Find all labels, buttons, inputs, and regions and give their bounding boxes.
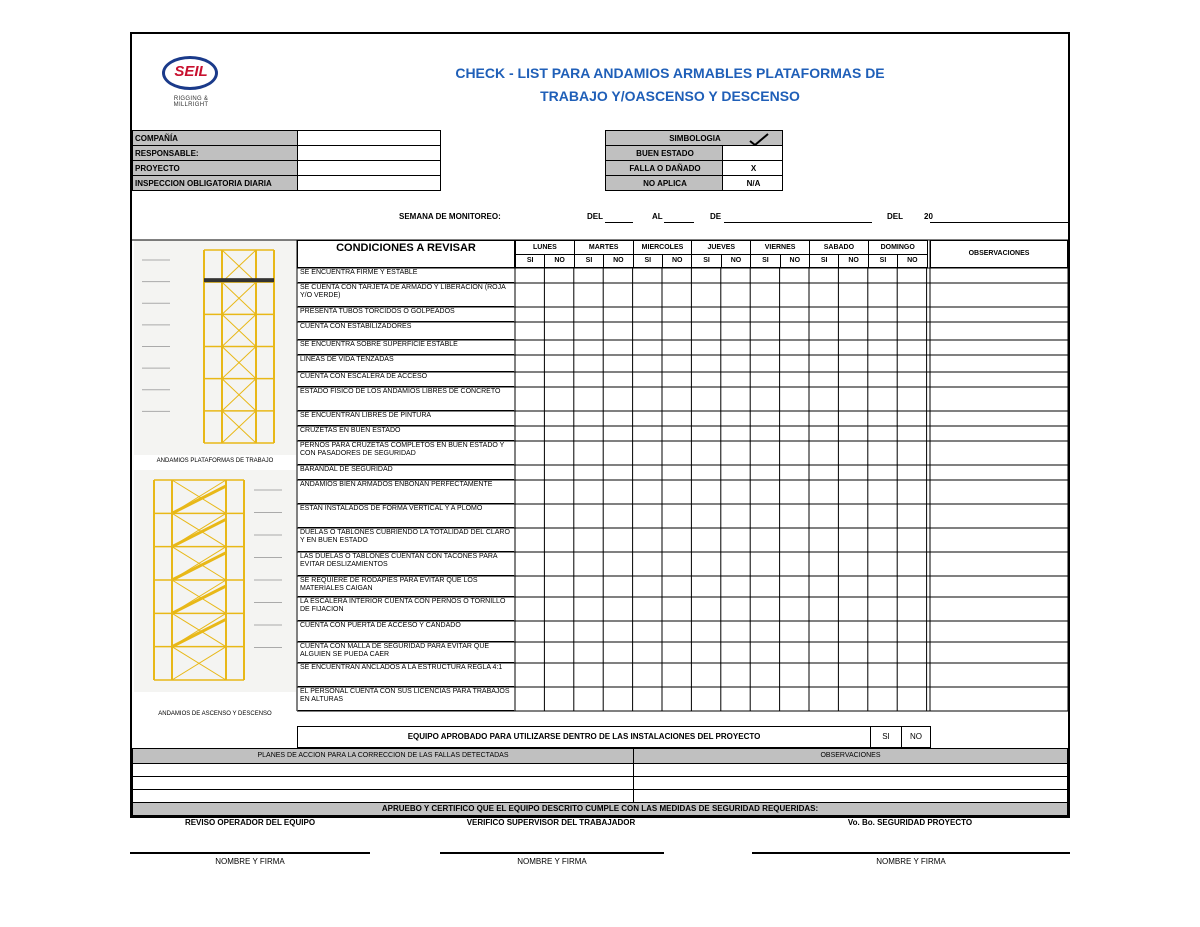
scaffold-platform-caption: ANDAMIOS PLATAFORMAS DE TRABAJO bbox=[156, 458, 274, 464]
signature-name-supervisor: NOMBRE Y FIRMA bbox=[517, 857, 587, 866]
obs-line-2[interactable] bbox=[633, 776, 1068, 790]
condition-row-label: ESTAN INSTALADOS DE FORMA VERTICAL Y A PLOMO bbox=[298, 504, 514, 528]
day-1-si-header: SI bbox=[574, 254, 604, 268]
condition-row-label: CUENTA CON ESTABILIZADORES bbox=[298, 322, 514, 340]
signature-line-safety[interactable] bbox=[752, 852, 1070, 854]
logo-subtitle: RIGGING & MILLRIGHT bbox=[173, 96, 209, 108]
signature-role-operator: REVISO OPERADOR DEL EQUIPO bbox=[184, 818, 316, 827]
condition-row-label: PERNOS PARA CRUZETAS COMPLETOS EN BUEN ESTADO Y CON PASADORES DE SEGURIDAD bbox=[298, 441, 514, 465]
conditions-header: CONDICIONES A REVISAR bbox=[297, 240, 515, 268]
condition-row-label: LA ESCALERA INTERIOR CUENTA CON PERNOS O TORNILLO DE FIJACION bbox=[298, 597, 514, 621]
certify-statement: APRUEBO Y CERTIFICO QUE EL EQUIPO DESCRITO CUMPLE CON LAS MEDIDAS DE SEGURIDAD REQUERIDAS: bbox=[132, 802, 1068, 816]
condition-row-label: EL PERSONAL CUENTA CON SUS LICENCIAS PARA TRABAJOS EN ALTURAS bbox=[298, 687, 514, 711]
info-field-inspeccion[interactable] bbox=[297, 175, 441, 191]
title-line-1: CHECK - LIST PARA ANDAMIOS ARMABLES PLATAFORMAS DE bbox=[455, 65, 885, 81]
signature-line-supervisor[interactable] bbox=[440, 852, 664, 854]
de-label: DE bbox=[710, 212, 722, 221]
day-header-0: LUNES bbox=[515, 240, 575, 255]
approval-si[interactable]: SI bbox=[870, 726, 902, 748]
info-label-inspeccion: INSPECCION OBLIGATORIA DIARIA bbox=[132, 175, 298, 191]
symbology-symbol-falla: X bbox=[722, 160, 783, 176]
symbology-label-falla: FALLA O DAÑADO bbox=[605, 160, 723, 176]
semana-label: SEMANA DE MONITOREO: bbox=[399, 212, 501, 221]
info-field-responsable[interactable] bbox=[297, 145, 441, 161]
day-5-si-header: SI bbox=[809, 254, 839, 268]
obs-line-3[interactable] bbox=[633, 789, 1068, 803]
condition-row-label: SE ENCUENTRAN ANCLADOS A LA ESTRUCTURA REGLA 4:1 bbox=[298, 663, 514, 687]
plans-line-3[interactable] bbox=[132, 789, 634, 803]
day-0-no-header: NO bbox=[544, 254, 574, 268]
signature-role-supervisor: VERIFICO SUPERVISOR DEL TRABAJADOR bbox=[466, 818, 636, 827]
day-4-no-header: NO bbox=[780, 254, 810, 268]
al-label: AL bbox=[652, 212, 663, 221]
info-label-responsable: RESPONSABLE: bbox=[132, 145, 298, 161]
signature-line-operator[interactable] bbox=[130, 852, 370, 854]
condition-row-label: CRUZETAS EN BUEN ESTADO bbox=[298, 426, 514, 441]
condition-row-label: SE ENCUENTRA SOBRE SUPERFICIE ESTABLE bbox=[298, 340, 514, 355]
day-5-no-header: NO bbox=[838, 254, 868, 268]
day-6-si-header: SI bbox=[868, 254, 898, 268]
al-field[interactable] bbox=[664, 222, 694, 223]
condition-row-label: PRESENTA TUBOS TORCIDOS O GOLPEADOS bbox=[298, 307, 514, 322]
day-3-no-header: NO bbox=[721, 254, 751, 268]
condition-row-label: LINEAS DE VIDA TENZADAS bbox=[298, 355, 514, 372]
del-label: DEL bbox=[587, 212, 603, 221]
condition-row-label: ANDAMIOS BIEN ARMADOS ENBONAN PERFECTAMENTE bbox=[298, 480, 514, 504]
scaffold-stair-caption: ANDAMIOS DE ASCENSO Y DESCENSO bbox=[158, 711, 272, 717]
day-header-4: VIERNES bbox=[750, 240, 810, 255]
info-field-proyecto[interactable] bbox=[297, 160, 441, 176]
scaffold-stair bbox=[172, 519, 226, 546]
scaffold-platform bbox=[204, 278, 274, 282]
condition-row-label: CUENTA CON PUERTA DE ACCESO Y CANDADO bbox=[298, 621, 514, 642]
condition-row-label: SE REQUIERE DE RODAPIES PARA EVITAR QUE LOS MATERIALES CAIGAN bbox=[298, 576, 514, 597]
info-label-compania: COMPAÑÍA bbox=[132, 130, 298, 146]
condition-row-label: SE CUENTA CON TARJETA DE ARMADO Y LIBERACIÓN (ROJA Y/O VERDE) bbox=[298, 283, 514, 307]
condition-row-label: SE ENCUENTRA FIRME Y ESTABLE bbox=[298, 268, 514, 283]
scaffold-stair bbox=[172, 586, 226, 613]
del2-label: DEL bbox=[887, 212, 903, 221]
symbology-label-buen: BUEN ESTADO bbox=[605, 145, 723, 161]
page-title bbox=[430, 62, 910, 108]
symbology-symbol-buen bbox=[722, 145, 783, 161]
scaffold-stair bbox=[172, 619, 226, 646]
plans-line-2[interactable] bbox=[132, 776, 634, 790]
day-header-6: DOMINGO bbox=[868, 240, 928, 255]
symbology-title: SIMBOLOGIA bbox=[605, 130, 783, 146]
symbology-symbol-noaplica: N/A bbox=[722, 175, 783, 191]
day-header-3: JUEVES bbox=[691, 240, 751, 255]
scaffold-stair-image bbox=[134, 470, 296, 692]
day-2-si-header: SI bbox=[633, 254, 663, 268]
signature-name-operator: NOMBRE Y FIRMA bbox=[215, 857, 285, 866]
condition-row-label: ESTADO FISICO DE LOS ANDAMIOS LIBRES DE CONCRETO bbox=[298, 387, 514, 411]
info-label-proyecto: PROYECTO bbox=[132, 160, 298, 176]
plans-header: PLANES DE ACCION PARA LA CORRECCION DE LAS FALLAS DETECTADAS bbox=[132, 748, 634, 764]
condition-row-label: BARANDAL DE SEGURIDAD bbox=[298, 465, 514, 480]
obs-line-1[interactable] bbox=[633, 763, 1068, 777]
scaffold-platform-image bbox=[134, 240, 296, 455]
signature-name-safety: NOMBRE Y FIRMA bbox=[876, 857, 946, 866]
day-6-no-header: NO bbox=[897, 254, 927, 268]
condition-row-label: CUENTA CON ESCALERA DE ACCESO bbox=[298, 372, 514, 387]
observations-column-header: OBSERVACIONES bbox=[930, 240, 1068, 268]
day-header-5: SABADO bbox=[809, 240, 869, 255]
condition-row-label: SE ENCUENTRAN LIBRES DE PINTURA bbox=[298, 411, 514, 426]
scaffold-stair bbox=[172, 486, 226, 513]
del-field[interactable] bbox=[605, 222, 633, 223]
signature-role-safety: Vo. Bo. SEGURIDAD PROYECTO bbox=[847, 818, 973, 827]
title-line-2: TRABAJO Y/OASCENSO Y DESCENSO bbox=[540, 88, 800, 104]
logo-brand: SEIL bbox=[174, 63, 208, 80]
info-field-compania[interactable] bbox=[297, 130, 441, 146]
plans-line-1[interactable] bbox=[132, 763, 634, 777]
bottom-observations-header: OBSERVACIONES bbox=[633, 748, 1068, 764]
day-header-2: MIERCOLES bbox=[633, 240, 693, 255]
day-4-si-header: SI bbox=[750, 254, 780, 268]
day-0-si-header: SI bbox=[515, 254, 545, 268]
de-field[interactable] bbox=[724, 222, 872, 223]
day-3-si-header: SI bbox=[691, 254, 721, 268]
day-header-1: MARTES bbox=[574, 240, 634, 255]
year-field[interactable] bbox=[930, 222, 1068, 223]
approval-statement: EQUIPO APROBADO PARA UTILIZARSE DENTRO DE LAS INSTALACIONES DEL PROYECTO bbox=[297, 726, 871, 748]
condition-row-label: LAS DUELAS O TABLONES CUENTAN CON TACONES PARA EVITAR DESLIZAMIENTOS bbox=[298, 552, 514, 576]
approval-no[interactable]: NO bbox=[901, 726, 931, 748]
day-1-no-header: NO bbox=[603, 254, 633, 268]
symbology-label-noaplica: NO APLICA bbox=[605, 175, 723, 191]
scaffold-stair bbox=[172, 553, 226, 580]
year-label: 20 bbox=[924, 212, 933, 221]
condition-row-label: DUELAS O TABLONES CUBRIENDO LA TOTALIDAD DEL CLARO Y EN BUEN ESTADO bbox=[298, 528, 514, 552]
condition-row-label: CUENTA CON MALLA DE SEGURIDAD PARA EVITAR QUE ALGUIEN SE PUEDA CAER bbox=[298, 642, 514, 663]
day-2-no-header: NO bbox=[662, 254, 692, 268]
